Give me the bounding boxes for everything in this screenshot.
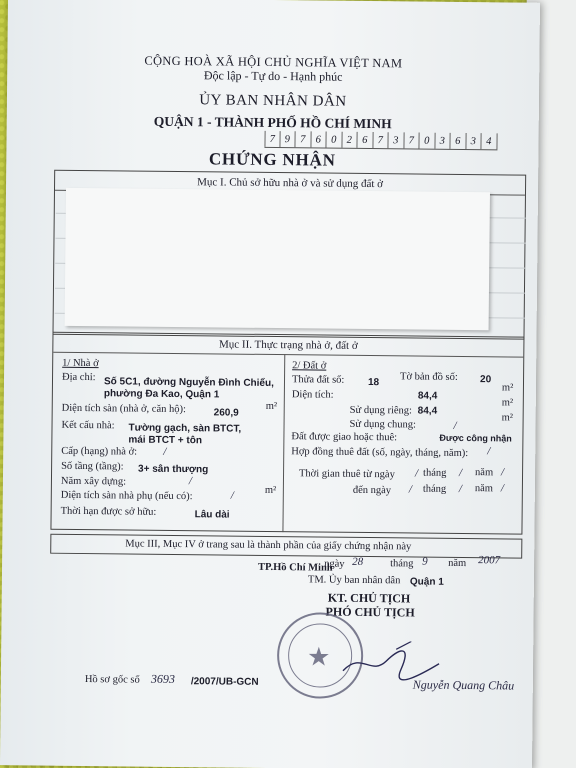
signing-year: 2007 bbox=[478, 554, 501, 567]
address-line-2: phường Đa Kao, Quận 1 bbox=[103, 388, 220, 401]
land-title: 2/ Đất ở bbox=[292, 360, 327, 372]
lease-from-month-label: tháng bbox=[422, 467, 447, 479]
certificate-title: CHỨNG NHẬN bbox=[208, 149, 336, 170]
district-title: QUẬN 1 - THÀNH PHỐ HỒ CHÍ MINH bbox=[153, 113, 392, 132]
file-ref-number: 3693 bbox=[150, 671, 175, 686]
floors-value: 3+ sân thượng bbox=[138, 463, 209, 476]
lease-from-label: Thời gian thuê từ ngày bbox=[298, 468, 395, 481]
serial-digit: 0 bbox=[419, 133, 435, 149]
lease-to-month-label: tháng bbox=[422, 483, 447, 495]
on-behalf-district: Quận 1 bbox=[409, 576, 444, 588]
lease-to-day: / bbox=[408, 483, 413, 496]
serial-digit: 6 bbox=[450, 133, 466, 149]
floor-area-label: Diện tích sàn (nhà ở, căn hộ): bbox=[61, 402, 186, 416]
lease-from-month: / bbox=[458, 466, 463, 479]
address-label: Địa chỉ: bbox=[61, 371, 96, 384]
redaction-paper bbox=[65, 188, 490, 330]
assigned-value: Được công nhận bbox=[439, 432, 512, 444]
serial-digit: 7 bbox=[404, 132, 420, 148]
seal-star-icon: ★ bbox=[306, 642, 331, 672]
section-1-heading: Mục I. Chủ sở hữu nhà ở và sử dụng đất ở bbox=[55, 171, 525, 196]
file-ref-label: Hồ sơ gốc số bbox=[84, 674, 140, 686]
committee-title: ỦY BAN NHÂN DÂN bbox=[199, 92, 347, 110]
vice-chairman: PHÓ CHỦ TỊCH bbox=[325, 604, 415, 620]
serial-digit: 4 bbox=[481, 133, 497, 149]
map-value: 20 bbox=[479, 374, 492, 386]
signing-place: TP.Hồ Chí Minh bbox=[258, 561, 333, 574]
lease-to-year: / bbox=[500, 482, 505, 495]
assigned-label: Đất được giao hoặc thuê: bbox=[291, 431, 398, 444]
section-2-heading: Mục II. Thực trạng nhà ở, đất ở bbox=[53, 333, 523, 358]
file-ref-suffix: /2007/UB-GCN bbox=[190, 676, 259, 688]
land-area-unit: m² bbox=[501, 382, 514, 394]
structure-line-1: Tường gạch, sàn BTCT, bbox=[128, 422, 242, 435]
structure-line-2: mái BTCT + tôn bbox=[128, 434, 203, 447]
lease-from-year: / bbox=[501, 466, 505, 479]
structure-label: Kết cấu nhà: bbox=[61, 419, 115, 432]
signing-day-label: ngày bbox=[324, 558, 345, 570]
common-use-value: / bbox=[453, 419, 457, 432]
private-use-unit: m² bbox=[501, 397, 514, 409]
aux-area-unit: m² bbox=[264, 484, 277, 497]
serial-digit: 7 bbox=[295, 131, 311, 147]
signing-month: 9 bbox=[422, 555, 428, 568]
floor-area-value: 260,9 bbox=[213, 407, 239, 419]
signature-scribble bbox=[341, 641, 441, 682]
lease-to-year-label: năm bbox=[474, 483, 494, 495]
floors-label: Số tầng (tầng): bbox=[61, 460, 124, 473]
private-use-label: Sử dụng riêng: bbox=[349, 404, 413, 417]
term-value: Lâu dài bbox=[194, 509, 230, 521]
serial-digit: 7 bbox=[373, 132, 389, 148]
serial-digit: 0 bbox=[326, 132, 342, 148]
serial-digit: 6 bbox=[311, 131, 327, 147]
floor-area-unit: m² bbox=[265, 400, 278, 413]
year-built-label: Năm xây dựng: bbox=[60, 475, 127, 488]
land-area-value: 84,4 bbox=[417, 390, 438, 402]
common-use-label: Sử dụng chung: bbox=[349, 418, 416, 431]
signer-name: Nguyễn Quang Châu bbox=[412, 677, 515, 693]
serial-digit: 6 bbox=[357, 132, 373, 148]
grade-label: Cấp (hạng) nhà ở: bbox=[61, 445, 138, 458]
private-use-value: 84,4 bbox=[417, 405, 438, 417]
lease-from-year-label: năm bbox=[475, 467, 494, 479]
lease-from-day: / bbox=[414, 467, 419, 480]
address-line-1: Số 5C1, đường Nguyễn Đình Chiểu, bbox=[103, 376, 274, 390]
motto: Độc lập - Tự do - Hạnh phúc bbox=[203, 68, 343, 84]
serial-number bbox=[264, 131, 497, 150]
kt-chairman: KT. CHỦ TỊCH bbox=[327, 590, 411, 606]
serial-digit: 3 bbox=[466, 133, 482, 149]
parcel-value: 18 bbox=[367, 377, 380, 389]
lease-contract-value: / bbox=[487, 445, 491, 458]
parcel-label: Thửa đất số: bbox=[291, 374, 345, 386]
map-label: Tờ bản đồ số: bbox=[400, 371, 458, 383]
section-note: Mục III, Mục IV ở trang sau là thành phần của giấy chứng nhận này bbox=[125, 538, 412, 553]
on-behalf: TM. Ủy ban nhân dân bbox=[307, 574, 401, 587]
serial-digit: 2 bbox=[342, 132, 358, 148]
signing-year-label: năm bbox=[448, 557, 467, 570]
signing-month-label: tháng bbox=[390, 558, 414, 570]
house-title: 1/ Nhà ở bbox=[62, 357, 99, 370]
lease-to-label: đến ngày bbox=[352, 484, 392, 497]
serial-digit: 3 bbox=[435, 133, 451, 149]
serial-digit: 9 bbox=[280, 131, 296, 147]
land-area-label: Diện tích: bbox=[291, 389, 334, 401]
aux-area-value: / bbox=[230, 489, 234, 502]
common-use-unit: m² bbox=[501, 412, 514, 424]
serial-digit: 3 bbox=[388, 132, 404, 148]
lease-to-month: / bbox=[458, 482, 463, 495]
term-label: Thời hạn được sở hữu: bbox=[60, 505, 157, 518]
aux-area-label: Diện tích sàn nhà phụ (nếu có): bbox=[60, 489, 193, 503]
signing-day: 28 bbox=[352, 555, 364, 568]
lease-contract-label: Hợp đồng thuê đất (số, ngày, tháng, năm): bbox=[291, 446, 469, 460]
serial-digit: 7 bbox=[264, 131, 280, 147]
nation-title: CỘNG HOÀ XÃ HỘI CHỦ NGHĨA VIỆT NAM bbox=[144, 53, 403, 71]
year-built-value: / bbox=[188, 475, 193, 488]
grade-value: / bbox=[163, 445, 167, 458]
